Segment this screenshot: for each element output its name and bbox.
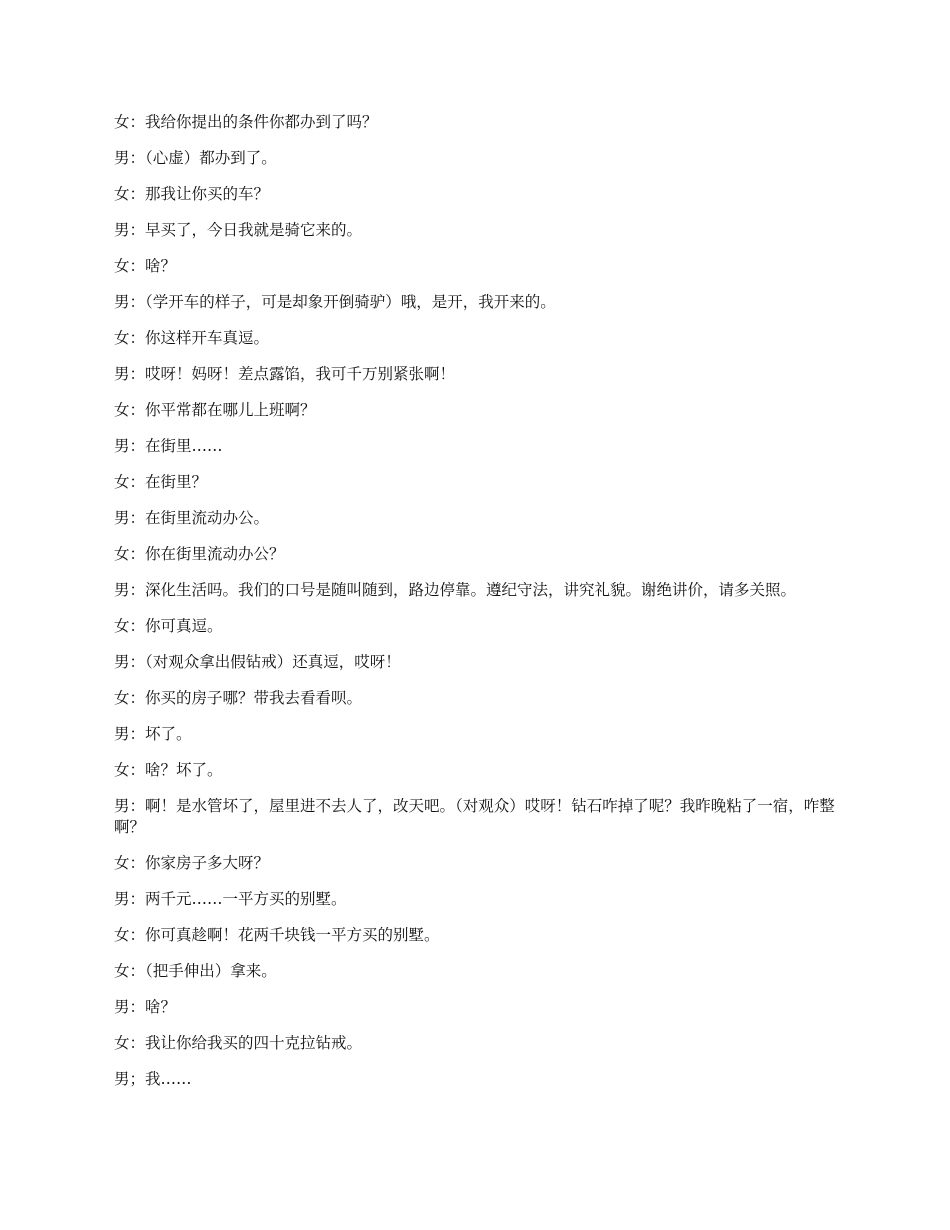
dialogue-line: 女：在街里？: [114, 473, 208, 491]
dialogue-line: 男：（心虚）都办到了。: [114, 149, 277, 167]
dialogue-line: 女：你平常都在哪儿上班啊？: [114, 401, 316, 419]
dialogue-line: 男；我……: [114, 1070, 192, 1088]
dialogue-line: 男：深化生活吗。我们的口号是随叫随到，路边停靠。遵纪守法，讲究礼貌。谢绝讲价，请多关照。: [114, 581, 797, 599]
dialogue-line: 女：你可真趁啊！花两千块钱一平方买的别墅。: [114, 926, 440, 944]
dialogue-line: 女：啥？: [114, 257, 177, 275]
dialogue-line: 男：哎呀！妈呀！差点露馅，我可千万别紧张啊！: [114, 365, 456, 383]
dialogue-line: 男：在街里流动办公。: [114, 509, 270, 527]
dialogue-line: 女：你在街里流动办公？: [114, 545, 285, 563]
dialogue-line: 女：我给你提出的条件你都办到了吗？: [114, 113, 378, 131]
dialogue-line: 女：（把手伸出）拿来。: [114, 962, 277, 980]
dialogue-line: 女：我让你给我买的四十克拉钻戒。: [114, 1034, 363, 1052]
dialogue-line: 女：你买的房子哪？带我去看看呗。: [114, 689, 363, 707]
dialogue-line: 男：两千元……一平方买的别墅。: [114, 890, 347, 908]
dialogue-line: 女：你可真逗。: [114, 617, 223, 635]
dialogue-line: 男：啥？: [114, 998, 177, 1016]
dialogue-line: 男：早买了，今日我就是骑它来的。: [114, 221, 363, 239]
dialogue-line: 女：啥？坏了。: [114, 761, 223, 779]
dialogue-line: 女：你这样开车真逗。: [114, 329, 270, 347]
dialogue-line: 男：（对观众拿出假钻戒）还真逗，哎呀！: [114, 653, 401, 671]
dialogue-body: [114, 112, 840, 1105]
dialogue-line: 男：（学开车的样子，可是却象开倒骑驴）哦，是开，我开来的。: [114, 293, 556, 311]
dialogue-line: 男：啊！是水管坏了，屋里进不去人了，改天吧。（对观众）哎呀！钻石咋掉了呢？我昨晚粘了一宿，咋整啊？: [114, 797, 835, 836]
dialogue-line: 男：坏了。: [114, 725, 192, 743]
dialogue-line: 男：在街里……: [114, 437, 223, 455]
dialogue-line: 女：你家房子多大呀？: [114, 854, 270, 872]
dialogue-line: 女：那我让你买的车？: [114, 185, 270, 203]
